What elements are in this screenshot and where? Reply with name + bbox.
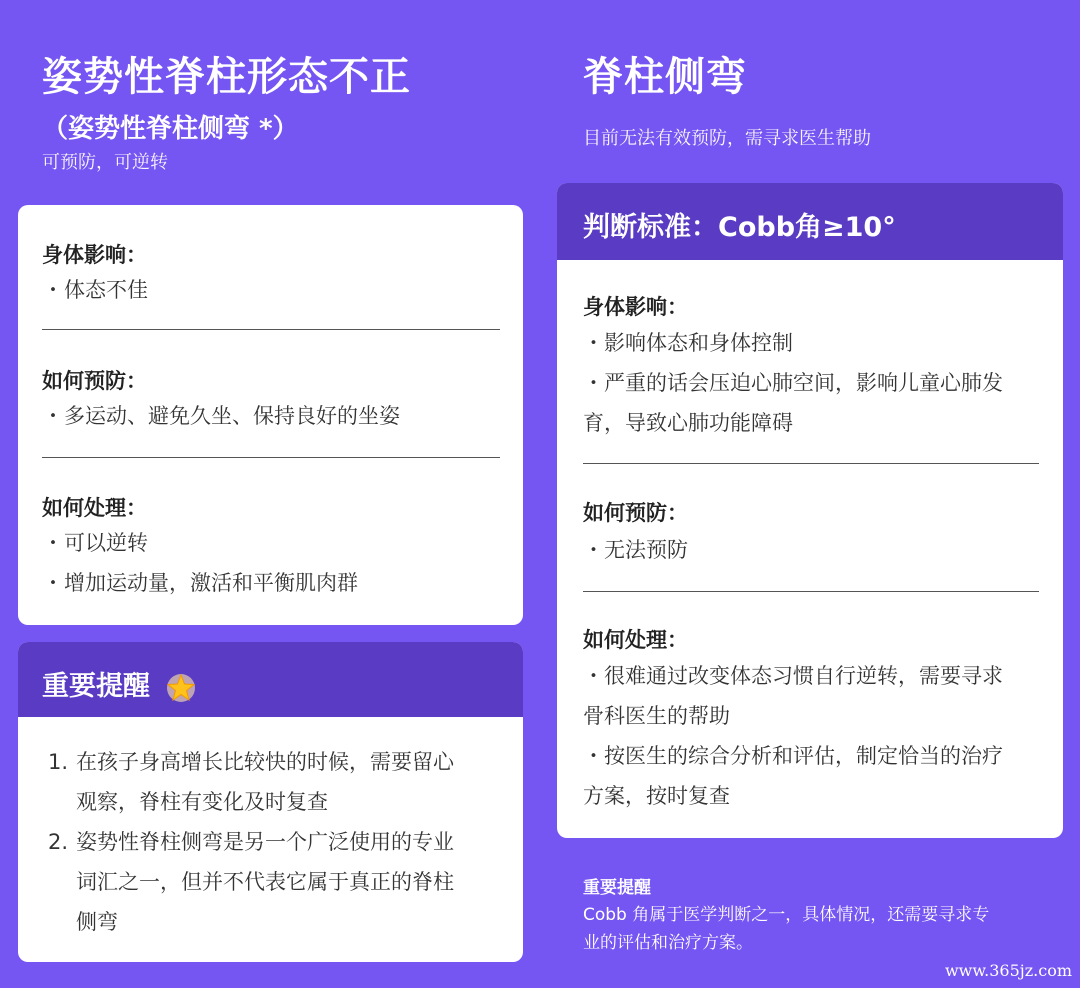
- reminder-header: [18, 642, 523, 717]
- left-caption: 可预防，可逆转: [42, 152, 168, 173]
- divider: [583, 463, 1039, 464]
- list-item: ・可以逆转: [42, 531, 148, 555]
- left-subtitle: （姿势性脊柱侧弯 *）: [42, 114, 299, 144]
- left-title: 姿势性脊柱形态不正: [42, 54, 411, 100]
- left-info-card: [18, 205, 523, 625]
- section-label-impact: 身体影响：: [42, 243, 147, 267]
- divider: [583, 591, 1039, 592]
- watermark: www.365jz.com: [944, 961, 1072, 980]
- list-item: ・体态不佳: [42, 278, 148, 302]
- divider: [42, 329, 500, 330]
- section-label-treatment: 如何处理：: [42, 496, 147, 520]
- list-item: ・无法预防: [583, 538, 688, 562]
- list-item: ・很难通过改变体态习惯自行逆转，需要寻求 骨科医生的帮助 ・按医生的综合分析和评估，制定恰当的治疗 方案，按时复查: [583, 664, 1003, 808]
- note-title: 重要提醒: [583, 878, 651, 898]
- section-label-impact: 身体影响：: [583, 295, 688, 319]
- list-item: ・多运动、避免久坐、保持良好的坐姿: [42, 404, 400, 428]
- reminder-list: [48, 742, 508, 942]
- glowing-star-icon: [165, 672, 197, 704]
- right-info-card: [557, 183, 1063, 838]
- divider: [42, 457, 500, 458]
- list-item: 2. 姿势性脊柱侧弯是另一个广泛使用的专业 词汇之一，但并不代表它属于真正的脊柱 侧弯: [48, 830, 454, 934]
- criteria-header: 判断标准：Cobb角≥10°: [557, 183, 1063, 260]
- list-item: 1. 在孩子身高增长比较快的时候，需要留心 观察，脊柱有变化及时复查: [48, 750, 454, 814]
- note-text: Cobb 角属于医学判断之一，具体情况，还需要寻求专 业的评估和治疗方案。: [583, 905, 990, 953]
- reminder-title: 重要提醒: [42, 671, 150, 702]
- right-caption: 目前无法有效预防，需寻求医生帮助: [583, 128, 871, 149]
- section-label-treatment: 如何处理：: [583, 628, 688, 652]
- right-title: 脊柱侧弯: [583, 54, 747, 100]
- section-label-prevention: 如何预防：: [42, 369, 147, 393]
- left-reminder-card: [18, 642, 523, 962]
- list-item: ・增加运动量，激活和平衡肌肉群: [42, 571, 358, 595]
- list-item: ・影响体态和身体控制 ・严重的话会压迫心肺空间，影响儿童心肺发 育，导致心肺功能障碍: [583, 331, 1003, 435]
- section-label-prevention: 如何预防：: [583, 501, 688, 525]
